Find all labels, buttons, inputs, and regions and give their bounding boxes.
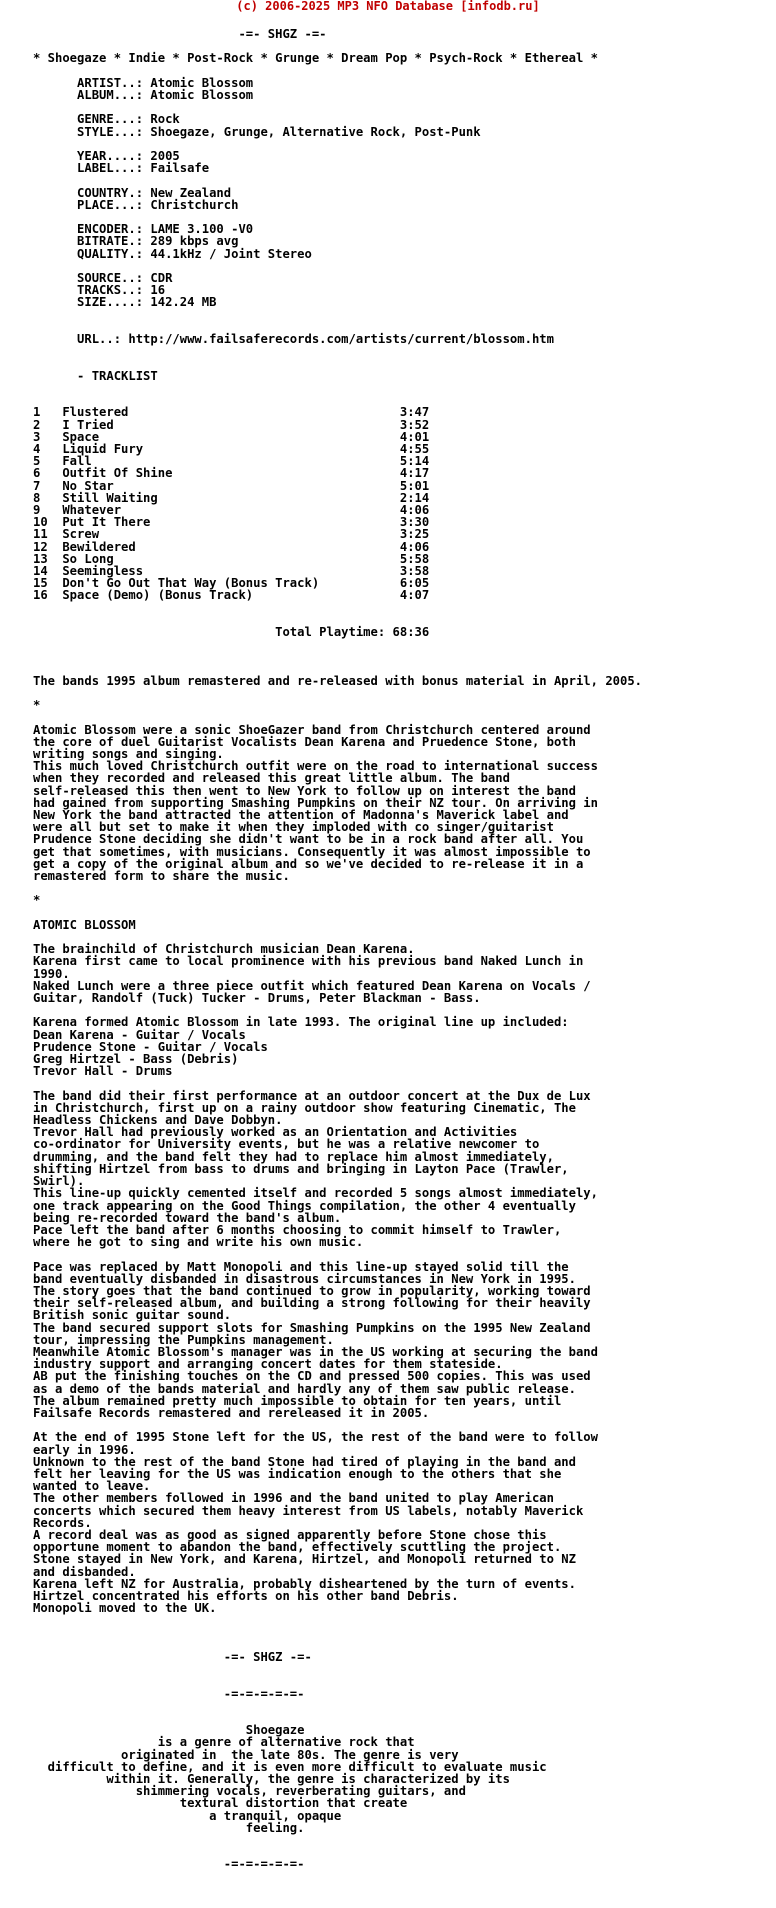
info-year-label: YEAR....: 2005 LABEL...: Failsafe: [77, 149, 210, 176]
track-row: 4 Liquid Fury 4:55: [33, 441, 430, 456]
copyright-header: [0, 0, 776, 14]
track-row: 3 Space 4:01: [33, 429, 430, 444]
track-row: 16 Space (Demo) (Bonus Track) 4:07: [33, 588, 430, 603]
header-prefix: (c) 2006-2025 MP3 NFO Database [: [236, 0, 468, 13]
separator-star: *: [33, 893, 41, 908]
track-row: 6 Outfit Of Shine 4:17: [33, 466, 430, 481]
bio-paragraph: The brainchild of Christchurch musician Dean Karena. Karena first came to local prominence with his previous band Naked Lunch in 1990. Naked Lunch were a three piece outfit which featured Dean Karena on Vocals / Guitar, Randolf (Tuck) Tucker - Drums, Peter Blackman - Bass.: [33, 942, 591, 1006]
tracklist-heading: - TRACKLIST: [33, 368, 158, 383]
infodb-link[interactable]: infodb.ru: [467, 0, 533, 13]
intro-paragraph: Atomic Blossom were a sonic ShoeGazer band from Christchurch centered around the core of duel Guitarist Vocalists Dean Karena and Pruedence Stone, both writing songs and singing. This much loved Christchurch outfit were on the road to international success when they recorded and released this great little album. The band self-released this then went to New York to follow up on interest the band had gained from supporting Smashing Pumpkins on their NZ tour. On arriving in New York the band attracted the attention of Madonna's Maverick label and were all but set to make it when they imploded with co singer/guitarist Prudence Stone deciding she didn't want to be in a rock band after all. You get that sometimes, with musicians. Consequently it was almost impossible to get a copy of the original album and so we've decided to re-release it in a remastered form to share the music.: [33, 722, 598, 884]
info-artist-album: ARTIST..: Atomic Blossom ALBUM...: Atomic Blossom: [77, 75, 254, 103]
divider: -=-=-=-=-=-: [33, 1686, 305, 1701]
info-source: SOURCE..: CDR TRACKS..: 16 SIZE....: 142.24 MB: [77, 271, 217, 310]
track-row: 12 Bewildered 4:06: [33, 539, 430, 554]
bio-paragraph: Karena formed Atomic Blossom in late 1993. The original line up included: Dean Karena - Guitar / Vocals Prudence Stone - Guitar / Vocals Greg Hirtzel - Bass (Debris) Trevor Hall - Drums: [33, 1015, 569, 1079]
track-row: 9 Whatever 4:06: [33, 502, 430, 517]
bio-paragraph: Pace was replaced by Matt Monopoli and this line-up stayed solid till the band eventually disbanded in disastrous circumstances in New York in 1995. The story goes that the band continued to grow in popularity, working toward their self-released album, and building a strong following for their heavily British sonic guitar sound. The band secured support slots for Smashing Pumpkins on the 1995 New Zealand tour, impressing the Pumpkins management. Meanwhile Atomic Blossom's manager was in the US working at securing the band industry support and arranging concert dates for them stateside. AB put the finishing touches on the CD and pressed 500 copies. This was used as a demo of the bands material and hardly any of them saw public release. The album remained pretty much impossible to obtain for ten years, until Failsafe Records remastered and rereleased it in 2005.: [33, 1259, 598, 1420]
shoegaze-definition: Shoegaze is a genre of alternative rock that originated in the late 80s. The genre is very difficult to define, and it is even more difficult to evaluate music within it. Generally, the genre is characterized by its shimmering vocals, reverberating guitars, and textural distortion that create a tranquil, opaque feeling.: [47, 1723, 547, 1835]
info-encoding: ENCODER.: LAME 3.100 -V0 BITRATE.: 289 kbps avg QUALITY.: 44.1kHz / Joint Stereo: [77, 222, 312, 261]
header-suffix: ]: [532, 0, 540, 13]
footer-signature: -=- SHGZ -=-: [33, 1650, 312, 1665]
track-row: 11 Screw 3:25: [33, 527, 430, 542]
track-row: 13 So Long 5:58: [33, 551, 430, 566]
info-genre-style: GENRE...: Rock STYLE...: Shoegaze, Grunge, Alternative Rock, Post-Punk: [77, 112, 481, 139]
nfo-title: -=- SHGZ -=-: [33, 27, 327, 41]
bio-paragraph: The band did their first performance at an outdoor concert at the Dux de Lux in Christchurch, first up on a rainy outdoor show featuring Cinematic, The Headless Chickens and Dave Dobbyn. Trevor Hall had previously worked as an Orientation and Activities co-ordinator for University events, but he was a relative newcomer to drumming, and the band felt they had to replace him almost immediately, shifting Hirtzel from bass to drums and bringing in Layton Pace (Trawler, Swirl). This line-up quickly cemented itself and recorded 5 songs almost immediately, one track appearing on the Good Things compilation, the other 4 eventually being re-recorded toward the band's album. Pace left the band after 6 months choosing to commit himself to Trawler, where he got to sing and write his own music.: [33, 1088, 598, 1250]
divider: -=-=-=-=-=-: [33, 1857, 305, 1872]
track-row: 2 I Tried 3:52: [33, 417, 430, 432]
url-line: URL..: http://www.failsaferecords.com/artists/current/blossom.htm: [33, 332, 554, 347]
genre-banner: * Shoegaze * Indie * Post-Rock * Grunge * Dream Pop * Psych-Rock * Ethereal *: [33, 51, 598, 66]
bio-paragraph: At the end of 1995 Stone left for the US, the rest of the band were to follow early in 1996. Unknown to the rest of the band Stone had tired of playing in the band and felt her leaving for the US was indication enough to the others that she wanted to leave. The other members followed in 1996 and the band united to play American concerts which secured them heavy interest from US labels, notably Maverick Records. A record deal was as good as signed apparently before Stone chose this opportune moment to abandon the band, effectively scuttling the project. Stone stayed in New York, and Karena, Hirtzel, and Monopoli returned to NZ and disbanded. Karena left NZ for Australia, probably disheartened by the turn of events. Hirtzel concentrated his efforts on his other band Debris. Monopoli moved to the UK.: [33, 1430, 598, 1616]
track-row: 8 Still Waiting 2:14: [33, 490, 430, 505]
track-row: 14 Seemingless 3:58: [33, 563, 430, 578]
track-row: 15 Don't Go Out That Way (Bonus Track) 6:05: [33, 576, 430, 591]
release-note: The bands 1995 album remastered and re-released with bonus material in April, 2005.: [33, 673, 643, 688]
track-row: 1 Flustered 3:47: [33, 405, 430, 420]
nfo-text: [33, 28, 763, 1871]
track-row: 10 Put It There 3:30: [33, 515, 430, 530]
info-country-place: COUNTRY.: New Zealand PLACE...: Christchurch: [77, 185, 239, 212]
bio-heading: ATOMIC BLOSSOM: [33, 917, 136, 932]
track-row: 5 Fall 5:14: [33, 454, 430, 469]
separator-star: *: [33, 698, 41, 713]
track-row: 7 No Star 5:01: [33, 478, 430, 493]
total-playtime: Total Playtime: 68:36: [33, 624, 430, 639]
